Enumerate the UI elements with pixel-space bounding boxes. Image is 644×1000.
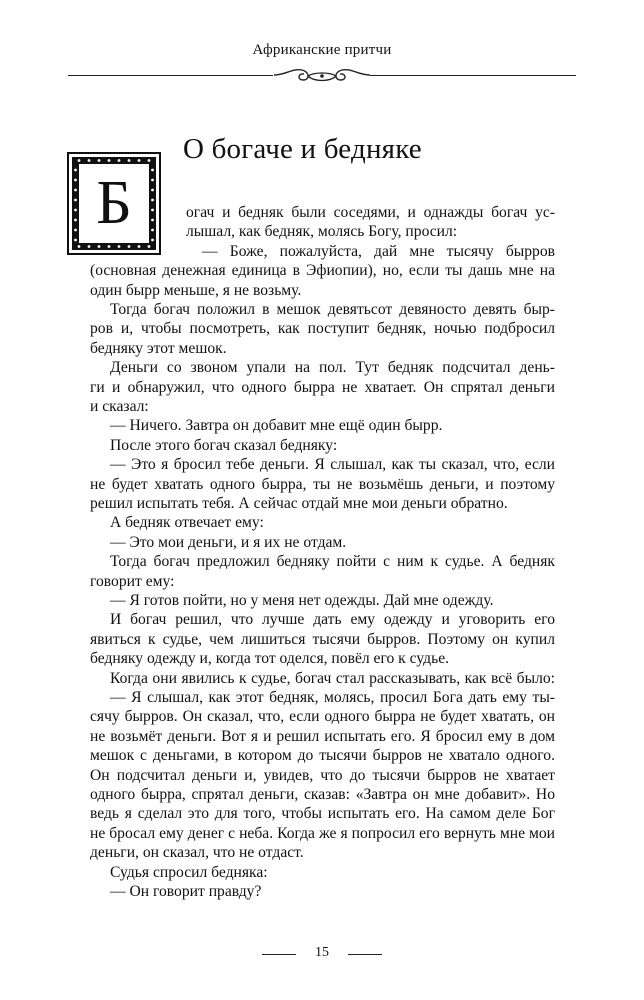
text-line: Когда они явились к судье, богач стал рассказывать, как всё было: — [110, 669, 555, 687]
text-line: — Я готов пойти, но у меня нет одежды. Дай мне одежду. — [110, 592, 494, 609]
running-head: Африканские притчи — [252, 42, 392, 58]
text-line: Тогда богач предложил бедняку пойти с ним к судье. А бедняк — [110, 553, 555, 571]
text-line: — Я слышал, как этот бедняк, молясь, просил Бога дать ему ты- — [110, 689, 555, 706]
text-line: — Это я бросил тебе деньги. Я слышал, как ты сказал, что, если — [110, 456, 555, 474]
drop-cap-letter: Б — [96, 169, 132, 237]
header-rule-right — [370, 75, 576, 76]
text-line: Он подсчитал деньги и, увидев, что до тысячи бырров не хватает — [90, 766, 555, 784]
text-line: (основная денежная единица в Эфиопии), но, если ты дашь мне на — [90, 262, 555, 280]
text-line: не будет хватать одного бырра, ты не возьмёшь деньги, и поэтому — [90, 475, 555, 493]
text-line: говорит ему: — [90, 572, 175, 590]
text-line: одного бырра, спрятал деньги, сказав: «Завтра он мне добавит». Но — [90, 786, 555, 803]
text-line: не бросал ему денег с неба. Когда же я попросил его вернуть мне мои — [90, 824, 555, 842]
text-line: явиться к судье, чем лишиться тысячи бырров. Поэтому он купил — [90, 630, 555, 648]
text-line: После этого богач сказал бедняку: — [110, 436, 338, 454]
text-line: бедняку одежду и, когда тот оделся, повёл его к судье. — [90, 650, 450, 668]
text-line: Судья спросил бедняка: — [110, 863, 268, 881]
header-rule-left — [68, 75, 273, 76]
story-title: О богаче и бедняке — [183, 133, 422, 165]
text-line: один бырр меньше, я не возьму. — [90, 281, 302, 299]
page-number: 15 — [315, 945, 329, 960]
text-line: бедняку этот мешок. — [90, 339, 227, 357]
text-line: сячу бырров. Он сказал, что, если одного бырра не будет хватать, он — [90, 708, 555, 726]
text-line: — Он говорит правду? — [110, 883, 262, 900]
text-line: не возьмёт деньги. Вот я и решил испытать его. Я бросил ему в дом — [90, 727, 555, 745]
text-line: — Ничего. Завтра он добавит мне ещё один бырр. — [110, 417, 443, 435]
text-line: — Это мои деньги, и я их не отдам. — [110, 533, 347, 551]
folio-rule-right — [348, 954, 382, 955]
text-line: Тогда богач положил в мешок девятьсот девяносто девять быр- — [110, 301, 555, 318]
text-line: ров и, чтобы посмотреть, как поступит бедняк, ночью подбросил — [90, 320, 555, 338]
text-line: — Боже, пожалуйста, дай мне тысячу бырров — [202, 242, 555, 260]
text-line: лышал, как бедняк, молясь Богу, просил: — [186, 223, 458, 241]
text-line: и сказал: — [90, 398, 149, 415]
text-line: мешок с деньгами, в котором до тысячи бырров не хватало одного. — [90, 747, 555, 765]
header-flourish-ornament — [272, 64, 372, 86]
text-line: деньги, он сказал, что не отдаст. — [90, 844, 304, 862]
text-line: И богач решил, что лучше дать ему одежду и уговорить его — [110, 611, 555, 629]
text-line: ведь я сделал это для того, чтобы испытать его. На самом деле Бог — [90, 805, 555, 823]
text-line: огач и бедняк были соседями, и однажды богач ус- — [186, 204, 555, 221]
text-line: Деньги со звоном упали на пол. Тут бедняк подсчитал день- — [110, 359, 555, 377]
text-line: решил испытать тебя. А сейчас отдай мне мои деньги обратно. — [90, 495, 508, 512]
text-line: А бедняк отвечает ему: — [110, 514, 264, 532]
text-line: ги и обнаружил, что одного бырра не хватает. Он спрятал деньги — [90, 378, 555, 396]
